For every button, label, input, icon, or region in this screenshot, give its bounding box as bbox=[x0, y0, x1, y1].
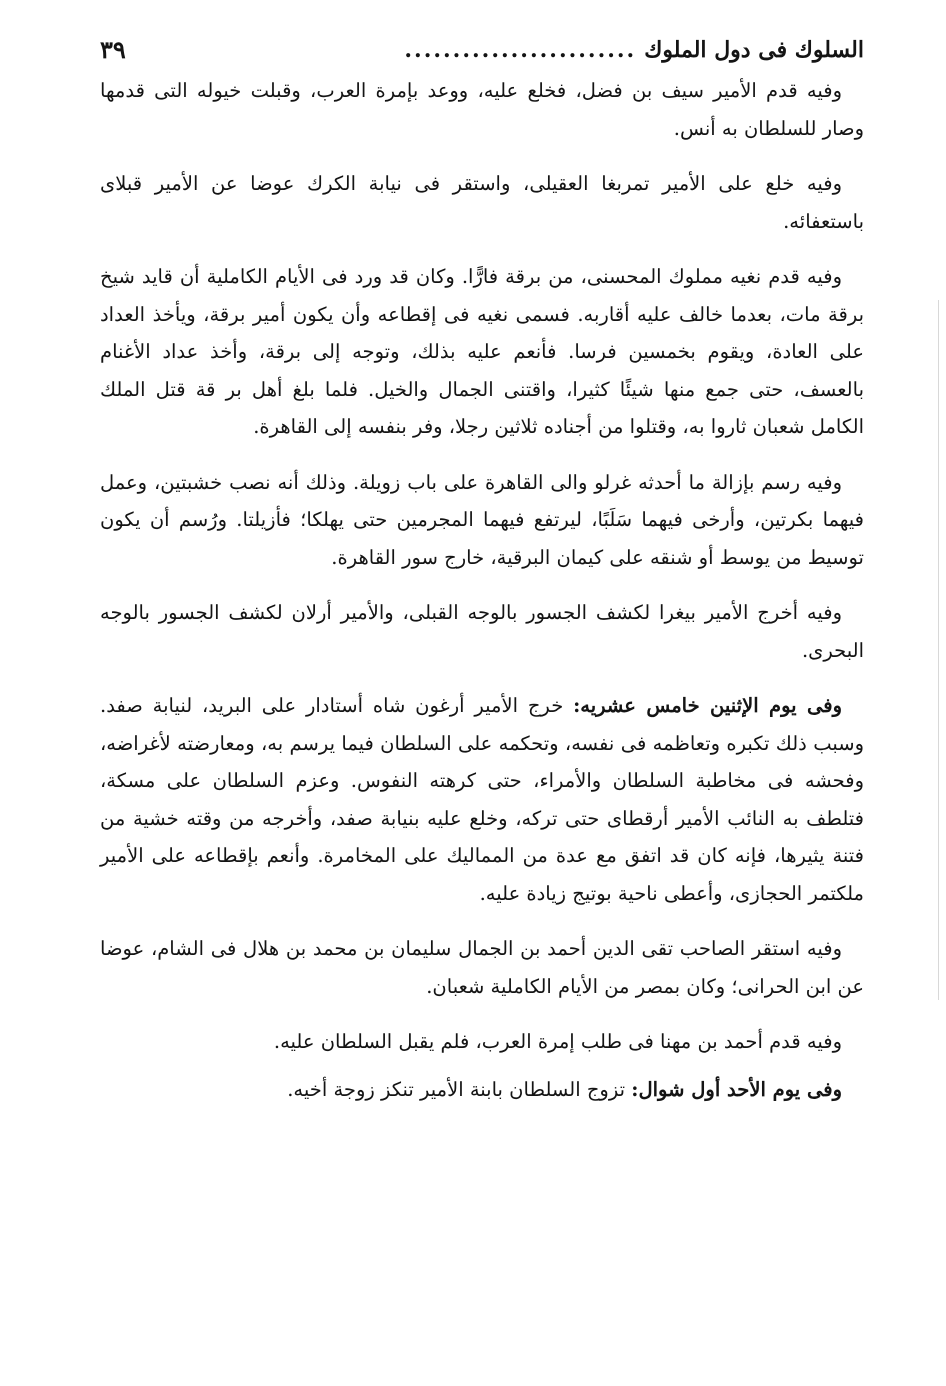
paragraph-lead: وفى يوم الإثنين خامس عشريه: bbox=[573, 694, 842, 717]
header-leader-dots: ........................ bbox=[404, 37, 637, 63]
paragraph-text: وفيه قدم أحمد بن مهنا فى طلب إمرة العرب، فلم يقبل السلطان عليه. bbox=[273, 1030, 842, 1053]
book-title: السلوك فى دول الملوك bbox=[644, 37, 864, 63]
paragraph-text: وفيه قدم الأمير سيف بن فضل، فخلع عليه، ووعد بإمرة العرب، وقبلت خيوله التى قدمها وصار للسلطان به أنس. bbox=[100, 79, 864, 140]
paragraph-text: وفيه أخرج الأمير بيغرا لكشف الجسور بالوجه القبلى، والأمير أرلان لكشف الجسور بالوجه البحرى. bbox=[100, 601, 864, 662]
paragraph-1 bbox=[100, 72, 864, 147]
paragraph-4 bbox=[100, 464, 864, 577]
running-header bbox=[100, 28, 864, 72]
paragraph-7 bbox=[100, 930, 864, 1005]
paragraph-text: وفيه رسم بإزالة ما أحدثه غرلو والى القاهرة على باب زويلة. وذلك أنه نصب خشبتين، وعمل فيهما بكرتين، وأرخى فيهما سَلَبًا، ليرتفع فيهما المجرمين حتى يهلكا؛ فأزيلتا. ورُسم أن يكون توسيط من يوسط أو شنقه على كيمان البرقية، خارج سور القاهرة. bbox=[100, 470, 864, 569]
paragraph-text: وفيه قدم نغيه مملوك المحسنى، من برقة فارًّا. وكان قد ورد فى الأيام الكاملية أن قايد شيخ برقة مات، بعدما خالف عليه أقاربه. فسمى نغيه فى إقطاعه وأن يكون أمير برقة، ويأخذ العداد على العادة، ويقوم بخمسين فرسا. فأنعم عليه بذلك، وتوجه إلى برقة، وأخذ عداد الأغنام بالعسف، حتى جمع منها شيئًا كثيرا، واقتنى الجمال والخيل. فلما بلغ أهل بر قة قتل الملك الكامل شعبان ثاروا به، وقتلوا من أجناده ثلاثين رجلا، وفر بنفسه إلى القاهرة. bbox=[100, 265, 864, 438]
paragraph-text: وفيه خلع على الأمير تمربغا العقيلى، واستقر فى نيابة الكرك عوضا عن الأمير قبلاى باستعفائه. bbox=[100, 172, 864, 233]
paragraph-5 bbox=[100, 594, 864, 669]
book-page bbox=[100, 28, 864, 1118]
paragraph-9 bbox=[100, 1071, 864, 1109]
paragraph-text: خرج الأمير أرغون شاه أستادار على البريد، لنيابة صفد. وسبب ذلك تكبره وتعاظمه فى نفسه، وتحكمه على السلطان فيما يرسم به، ومعارضته لأغراضه، وفحشه فى مخاطبة السلطان والأمراء، حتى كرهته النفوس. وعزم السلطان على مسكة، فتلطف به النائب الأمير أرقطاى حتى تركه، وخلع عليه بنيابة صفد، وأخرجه من وقته خشية من فتنة يثيرها، فإنه كان قد اتفق مع عدة من المماليك على المخامرة. وأنعم بإقطاعه على الأمير ملكتمر الحجازى، وأعطى ناحية بوتيج زيادة عليه. bbox=[100, 694, 864, 905]
paragraph-text: وفيه استقر الصاحب تقى الدين أحمد بن الجمال سليمان بن محمد بن هلال فى الشام، عوضا عن ابن الحرانى؛ وكان بمصر من الأيام الكاملية شعبان. bbox=[100, 937, 864, 998]
paragraph-2 bbox=[100, 165, 864, 240]
paragraph-lead: وفى يوم الأحد أول شوال: bbox=[631, 1077, 842, 1101]
page-number: ٣٩ bbox=[100, 35, 126, 64]
paragraph-8 bbox=[100, 1023, 864, 1061]
scan-edge-line bbox=[938, 300, 939, 1000]
paragraph-3 bbox=[100, 258, 864, 446]
body-text bbox=[100, 72, 864, 1108]
paragraph-text: تزوج السلطان بابنة الأمير تنكز زوجة أخيه. bbox=[287, 1077, 632, 1101]
paragraph-6 bbox=[100, 687, 864, 912]
